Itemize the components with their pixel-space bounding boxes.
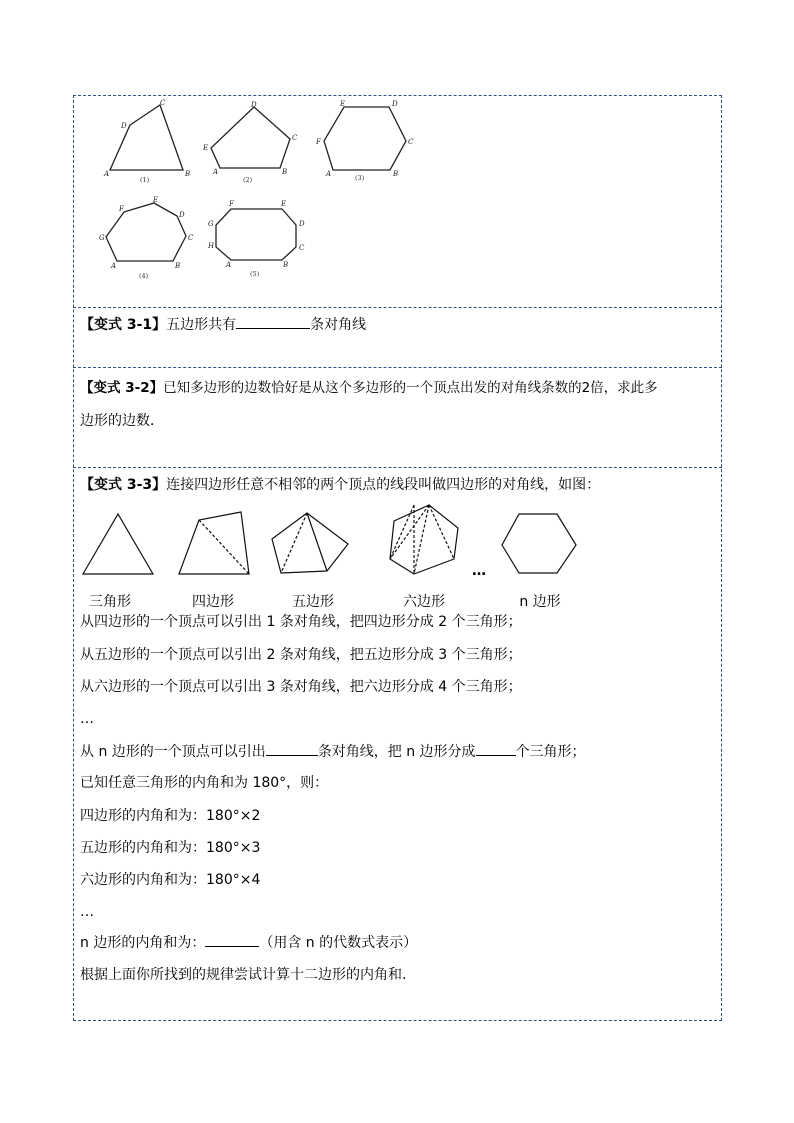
octagon-5 [216,209,296,260]
rule-line: 从五边形的一个顶点可以引出 2 条对角线，把五边形分成 3 个三角形； [80,647,522,663]
rule-line: 从四边形的一个顶点可以引出 1 条对角线，把四边形分成 2 个三角形； [80,614,522,630]
question-text: 从 n 边形的一个顶点可以引出 [80,744,266,760]
svg-text:F: F [229,200,234,208]
angle-sum-blank[interactable] [205,932,259,947]
variant-3-3-intro [80,475,600,495]
heptagon-4 [106,203,186,261]
svg-text:G: G [208,220,214,228]
polygon-figures-top [95,98,415,298]
angle-intro: 已知任意三角形的内角和为 180°，则： [80,775,329,791]
svg-text:D: D [299,220,305,228]
svg-text:(2): (2) [243,176,253,184]
svg-text:E: E [340,100,346,108]
quadrilateral-1 [110,105,183,170]
pentagon-2 [211,107,290,168]
angle-line: … [80,904,94,920]
svg-text:C: C [160,99,166,107]
svg-text:B: B [282,168,288,176]
variant-3-2-line-2: 边形的边数． [80,413,164,429]
question-text: 已知多边形的边数恰好是从这个多边形的一个顶点出发的对角线条数的2倍，求此多 [163,380,658,396]
rule-line: 从六边形的一个顶点可以引出 3 条对角线，把六边形分成 4 个三角形； [80,679,522,695]
quadrilateral-shape [179,512,249,574]
svg-text:B: B [393,170,399,178]
svg-text:A: A [213,168,219,176]
variant-tag: 【变式 3-3】 [80,477,167,493]
svg-text:A: A [226,261,232,269]
svg-text:H: H [208,242,215,250]
svg-text:G: G [99,234,105,242]
section-divider [73,307,722,308]
variant-tag: 【变式 3-2】 [80,380,164,396]
svg-text:B: B [185,170,191,178]
section-divider [73,367,722,368]
question-text: 连接四边形任意不相邻的两个顶点的线段叫做四边形的对角线，如图： [166,477,601,493]
svg-text:F: F [119,205,124,213]
hexagon-3 [324,107,406,170]
n-gon-question [80,741,586,762]
variant-tag: 【变式 3-1】 [80,317,167,333]
diagonal-count-blank[interactable] [266,741,318,756]
triangle-count-blank[interactable] [476,741,516,756]
question-text: n 边形的内角和为： [80,935,206,951]
angle-line: 四边形的内角和为：180°×2 [80,808,261,824]
svg-text:D: D [179,211,185,219]
question-text: 条对角线 [310,317,367,333]
variant-3-2-line-1 [80,378,658,398]
polygon-diagonals-figure [78,505,598,580]
svg-text:E: E [203,144,209,152]
svg-text:C: C [299,244,305,252]
rule-line: … [80,711,94,727]
angle-line: 六边形的内角和为：180°×4 [80,872,261,888]
svg-text:C: C [408,138,414,146]
svg-text:A: A [104,170,110,178]
ellipsis-mark: … [472,563,486,579]
svg-text:D: D [121,122,127,130]
shape-label: 四边形 [192,594,234,610]
svg-text:E: E [153,196,159,204]
svg-text:E: E [281,200,287,208]
svg-text:(3): (3) [355,174,365,182]
question-text: 个三角形； [515,744,586,760]
hexagon-shape [390,505,458,574]
question-text: 条对角线，把 n 边形分成 [317,744,476,760]
final-question: 根据上面你所找到的规律尝试计算十二边形的内角和. [80,967,407,983]
svg-text:B: B [283,261,289,269]
angle-line: 五边形的内角和为：180°×3 [80,840,261,856]
svg-text:A: A [111,262,117,270]
svg-text:(5): (5) [250,270,260,278]
shape-label: 六边形 [403,594,445,610]
svg-text:(1): (1) [140,176,150,184]
n-gon-shape [502,514,576,573]
svg-text:A: A [326,170,332,178]
svg-text:(4): (4) [139,272,149,280]
shape-label: 五边形 [292,594,334,610]
answer-blank[interactable] [236,314,310,329]
question-text: 五边形共有 [166,317,237,333]
svg-text:C: C [188,234,194,242]
question-text: （用含 n 的代数式表示） [259,935,418,951]
svg-text:F: F [316,138,321,146]
svg-text:D: D [251,101,257,109]
triangle-shape [83,514,153,574]
n-gon-angle-question [80,932,417,953]
svg-text:C: C [292,134,298,142]
svg-text:D: D [392,100,398,108]
svg-text:B: B [175,262,181,270]
shape-label: 三角形 [89,594,131,610]
shape-label: n 边形 [519,594,561,610]
variant-3-1 [80,314,366,335]
section-divider [73,467,722,468]
